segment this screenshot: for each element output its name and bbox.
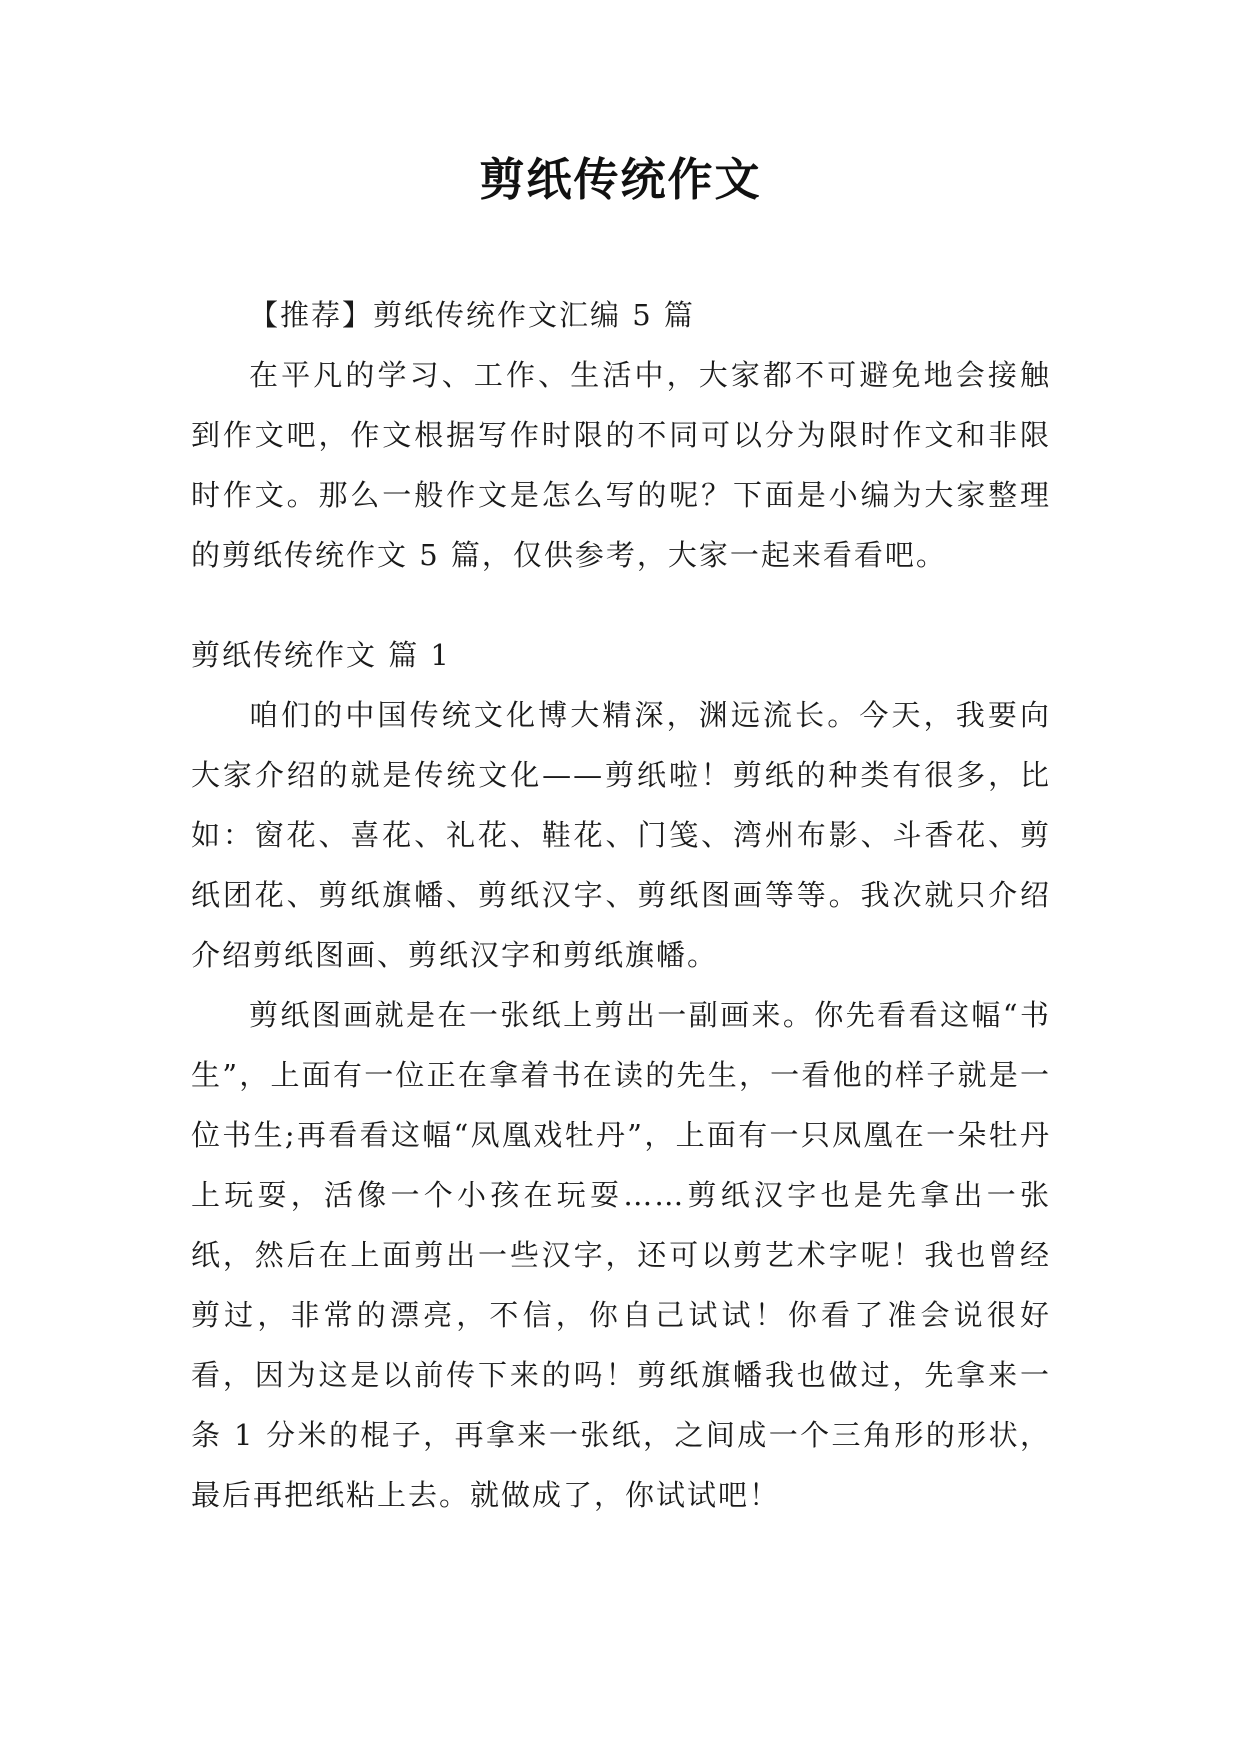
document-title: 剪纸传统作文 (479, 153, 762, 206)
document-body (191, 285, 1051, 1525)
intro-paragraph: 在平凡的学习、工作、生活中，大家都不可避免地会接触到作文吧，作文根据写作时限的不同可以分为限时作文和非限时作文。那么一般作文是怎么写的呢？下面是小编为大家整理的剪纸传统作文 5 篇，仅供参考，大家一起来看看吧。 (191, 358, 1051, 572)
document-subtitle: 【推荐】剪纸传统作文汇编 5 篇 (249, 298, 695, 332)
body-paragraph: 咱们的中国传统文化博大精深，渊远流长。今天，我要向大家介绍的就是传统文化——剪纸啦！剪纸的种类有很多，比如：窗花、喜花、礼花、鞋花、门笺、湾州布影、斗香花、剪纸团花、剪纸旗幡、剪纸汉字、剪纸图画等等。我次就只介绍介绍剪纸图画、剪纸汉字和剪纸旗幡。 (191, 698, 1051, 972)
section-heading: 剪纸传统作文 篇 1 (191, 638, 451, 672)
body-paragraph: 剪纸图画就是在一张纸上剪出一副画来。你先看看这幅“书生”，上面有一位正在拿着书在读的先生，一看他的样子就是一位书生;再看看这幅“凤凰戏牡丹”，上面有一只凤凰在一朵牡丹上玩耍，活像一个小孩在玩耍……剪纸汉字也是先拿出一张纸，然后在上面剪出一些汉字，还可以剪艺术字呢！我也曾经剪过，非常的漂亮，不信，你自己试试！你看了准会说很好看，因为这是以前传下来的吗！剪纸旗幡我也做过，先拿来一条 1 分米的棍子，再拿来一张纸，之间成一个三角形的形状，最后再把纸粘上去。就做成了，你试试吧！ (191, 998, 1051, 1512)
